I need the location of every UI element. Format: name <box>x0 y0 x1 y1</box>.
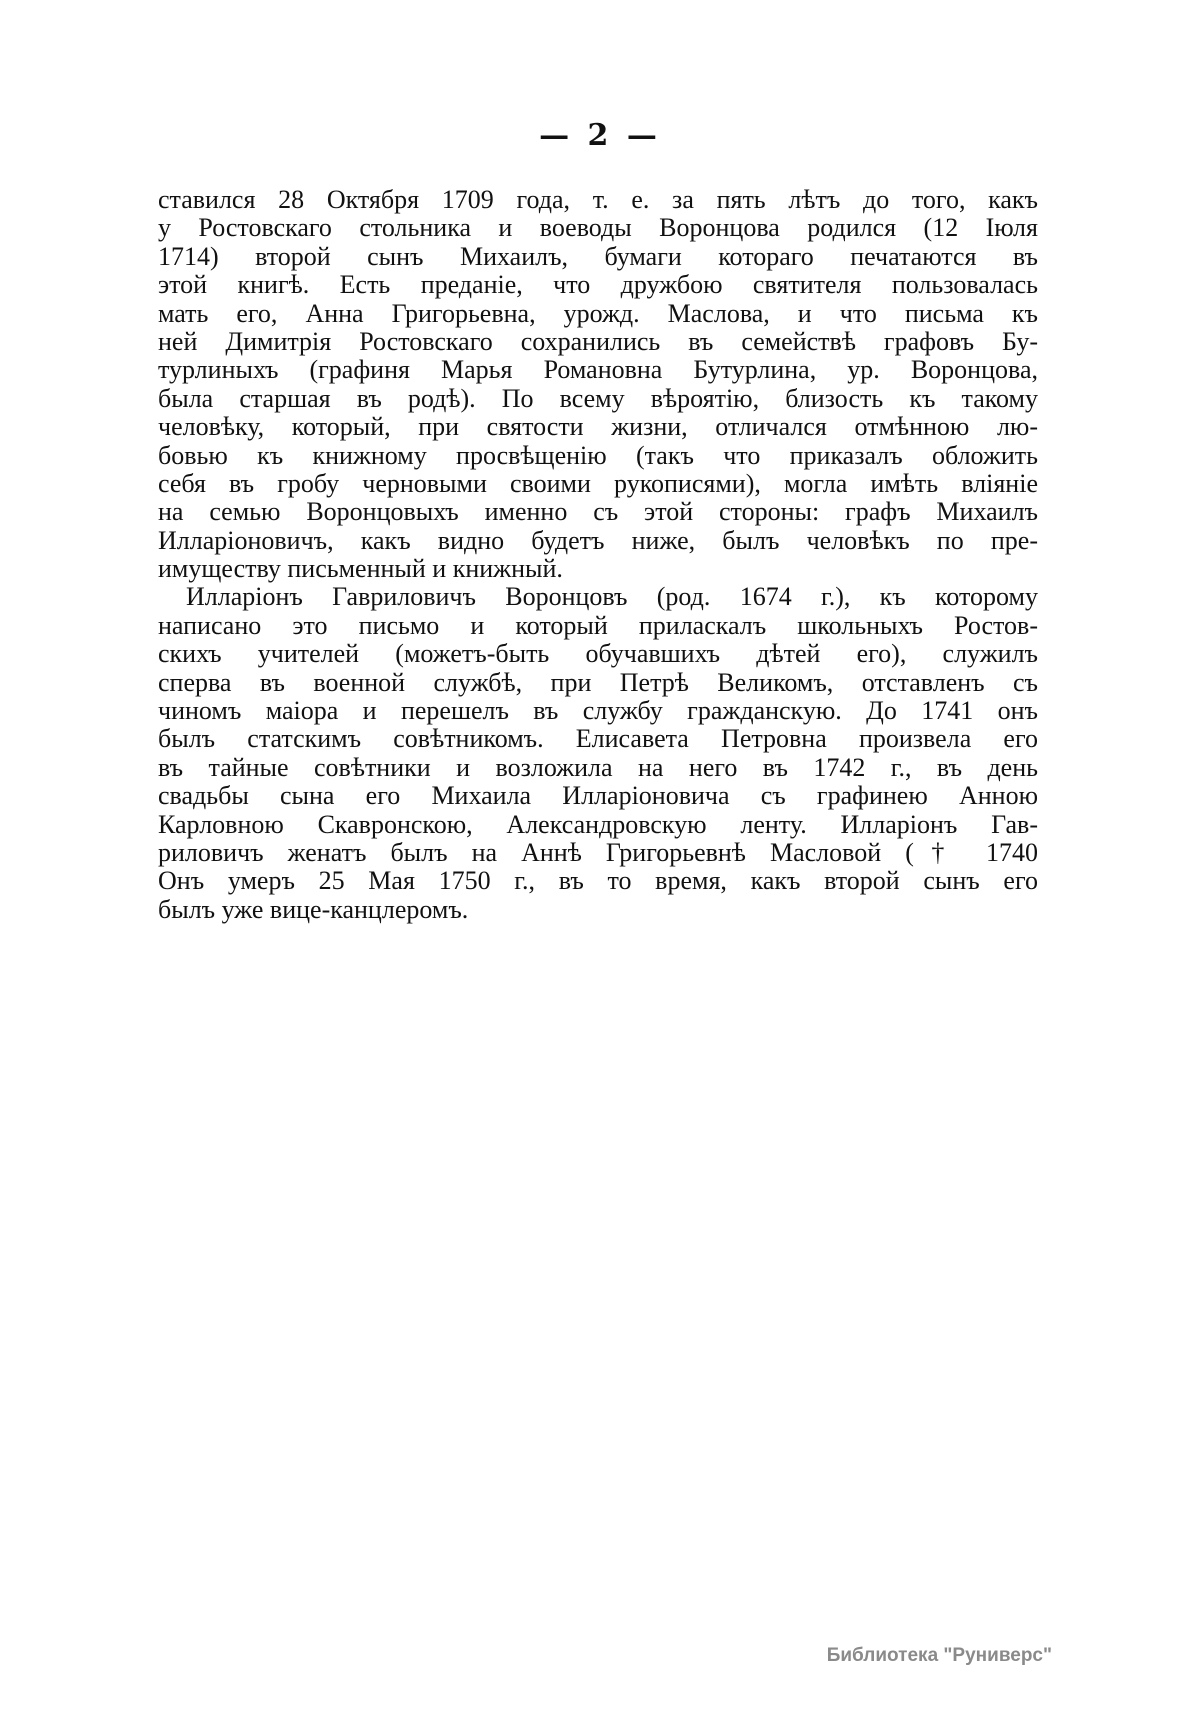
text-line: ней Димитрія Ростовскаго сохранились въ семействѣ графовъ Бу- <box>158 326 1038 356</box>
text-line: сперва въ военной службѣ, при Петрѣ Великомъ, отставленъ съ <box>158 667 1038 697</box>
text-line: Илларіонъ Гавриловичъ Воронцовъ (род. 1674 г.), къ которому <box>186 582 1038 612</box>
text-line: скихъ учителей (можетъ-быть обучавшихъ дѣтей его), служилъ <box>158 639 1038 669</box>
text-line: Карловною Скавронскою, Александровскую ленту. Илларіонъ Гав- <box>158 809 1038 839</box>
body-text <box>158 186 1038 924</box>
text-line: человѣку, который, при святости жизни, отличался отмѣнною лю- <box>158 412 1038 442</box>
library-watermark: Библиотека "Руниверс" <box>826 1645 1052 1666</box>
text-line: въ тайные совѣтники и возложила на него въ 1742 г., въ день <box>158 752 1038 782</box>
text-line: себя въ гробу черновыми своими рукописями), могла имѣть вліяніе <box>158 468 1038 498</box>
text-line: чиномъ маіора и перешелъ въ службу гражданскую. До 1741 онъ <box>158 696 1038 726</box>
text-line: у Ростовскаго стольника и воеводы Воронцова родился (12 Іюля <box>158 213 1038 243</box>
text-line: турлиныхъ (графиня Марья Романовна Бутурлина, ур. Воронцова, <box>158 355 1038 385</box>
text-line: риловичъ женатъ былъ на Аннѣ Григорьевнѣ Масловой († 1740 <box>158 837 1038 867</box>
text-line: Онъ умеръ 25 Мая 1750 г., въ то время, какъ второй сынъ его <box>158 866 1038 896</box>
text-line: былъ статскимъ совѣтникомъ. Елисавета Петровна произвела его <box>158 724 1038 754</box>
page-number: — 2 — <box>539 118 661 153</box>
text-line: ставился 28 Октября 1709 года, т. е. за пять лѣтъ до того, какъ <box>158 185 1038 214</box>
text-line: свадьбы сына его Михаила Илларіоновича съ графинею Анною <box>158 781 1038 811</box>
text-line: 1714) второй сынъ Михаилъ, бумаги котораго печатаются въ <box>158 241 1038 271</box>
text-line: мать его, Анна Григорьевна, урожд. Маслова, и что письма къ <box>158 298 1038 328</box>
text-line: Илларіоновичъ, какъ видно будетъ ниже, былъ человѣкъ по пре- <box>158 525 1038 555</box>
paragraph-2 <box>158 583 1038 924</box>
text-line: имуществу письменный и книжный. <box>158 554 563 584</box>
text-line: была старшая въ родѣ). По всему вѣроятію, близость къ такому <box>158 383 1038 413</box>
paragraph-1 <box>158 186 1038 583</box>
text-line: на семью Воронцовыхъ именно съ этой стороны: графъ Михаилъ <box>158 497 1038 527</box>
text-line: былъ уже вице-канцлеромъ. <box>158 894 469 924</box>
text-line: бовью къ книжному просвѣщенію (такъ что приказалъ обложить <box>158 440 1038 470</box>
text-line: написано это письмо и который приласкалъ школьныхъ Ростов- <box>158 610 1038 640</box>
text-line: этой книгѣ. Есть преданіе, что дружбою святителя пользовалась <box>158 270 1038 300</box>
